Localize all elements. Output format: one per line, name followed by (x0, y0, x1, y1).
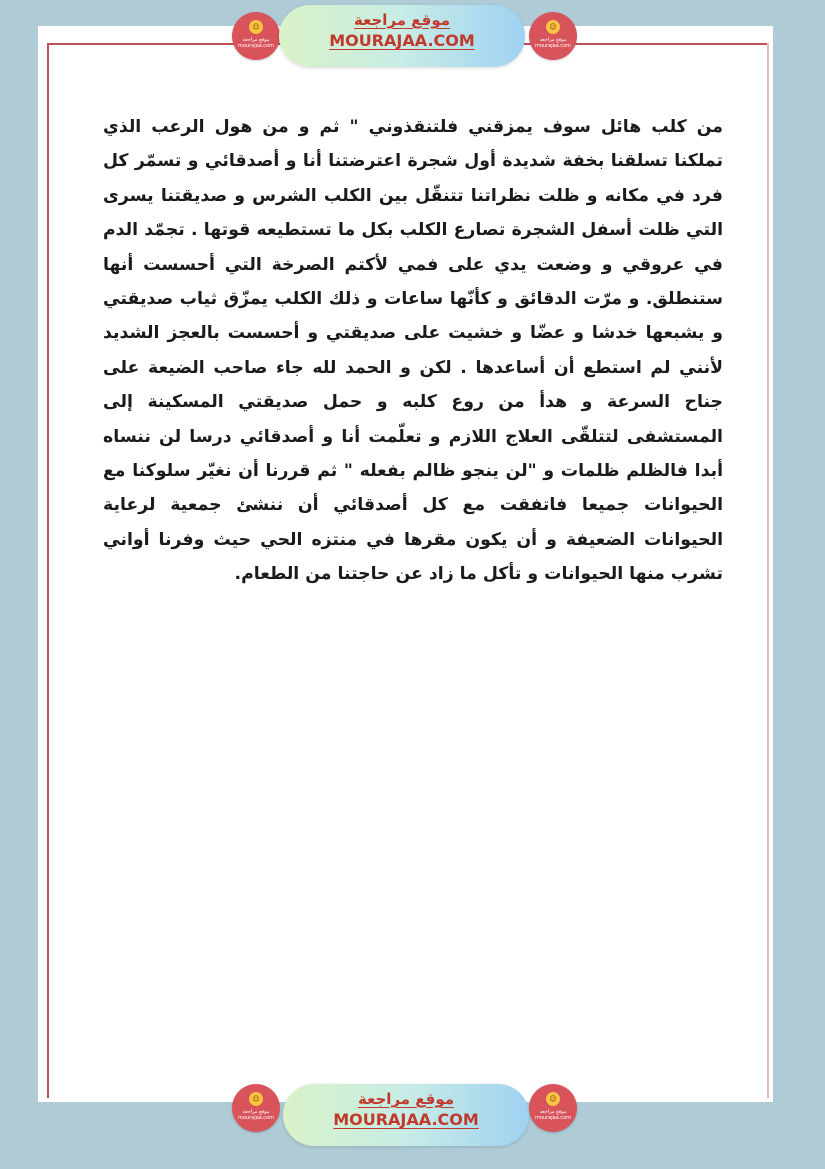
site-logo-right-bottom (529, 1084, 577, 1132)
logo-text-ar: موقع مراجعة (242, 37, 270, 43)
logo-text-ar: موقع مراجعة (539, 37, 567, 43)
site-logo-left-bottom (232, 1084, 280, 1132)
header-banner[interactable] (279, 5, 525, 67)
footer-banner[interactable] (283, 1084, 529, 1146)
header-site-name-ar[interactable]: موقع مراجعة (353, 11, 451, 29)
page-border-right (767, 43, 769, 1098)
logo-text-url: mourajaa.com (237, 43, 274, 49)
header-site-name-latin[interactable]: MOURAJAA.COM (329, 31, 475, 50)
logo-text-url: mourajaa.com (534, 43, 571, 49)
story-paragraph: من كلب هائل سوف يمزقني فلتنقذوني " ثم و من هول الرعب الذي تملكنا تسلقنا بخفة شديدة أول شجرة اعترضتنا أنا و أصدقائي و تسمّر كل فرد في مكانه و ظلت نظراتنا تتنقّل بين الكلب الشرس و صديقتنا يسرى التي ظلت أسفل الشجرة تصارع الكلب بكل ما تستطيعه قوتها . تجمّد الدم في عروقي و وضعت يدي على فمي لأكتم الصرخة التي أحسست أنها ستنطلق. و مرّت الدقائق و كأنّها ساعات و ذلك الكلب يمزّق ثياب صديقتي و يشبعها خدشا و عضّا و خشيت على صديقتي و أحسست بالعجز الشديد لأنني لم استطع أن أساعدها . لكن و الحمد لله جاء صاحب الضيعة على جناح السرعة و هدأ من روع كلبه و حمل صديقتي المسكينة إلى المستشفى لتتلقّى العلاج اللازم و تعلّمت أنا و أصدقائي درسا لن ننساه أبدا فالظلم ظلمات و "لن ينجو ظالم بفعله " ثم قررنا أن نغيّر سلوكنا مع الحيوانات جميعا فاتفقت مع كل أصدقائي أن ننشئ جمعية لرعاية الحيوانات الضعيفة و أن يكون مقرها في منتزه الحي حيث وفرنا أواني تشرب منها الحيوانات و تأكل ما زاد عن حاجتنا من الطعام. (103, 117, 723, 585)
site-logo-right-top (529, 12, 577, 60)
logo-text-url: mourajaa.com (237, 1115, 274, 1121)
site-logo-left-top (232, 12, 280, 60)
logo-badge-icon: ☺ (546, 20, 560, 34)
logo-text-ar: موقع مراجعة (242, 1109, 270, 1115)
footer-site-name-latin[interactable]: MOURAJAA.COM (333, 1110, 479, 1129)
logo-badge-icon: ☺ (249, 1092, 263, 1106)
logo-badge-icon: ☺ (546, 1092, 560, 1106)
logo-text-url: mourajaa.com (534, 1115, 571, 1121)
logo-badge-icon: ☺ (249, 20, 263, 34)
logo-text-ar: موقع مراجعة (539, 1109, 567, 1115)
footer-site-name-ar[interactable]: موقع مراجعة (357, 1090, 455, 1108)
